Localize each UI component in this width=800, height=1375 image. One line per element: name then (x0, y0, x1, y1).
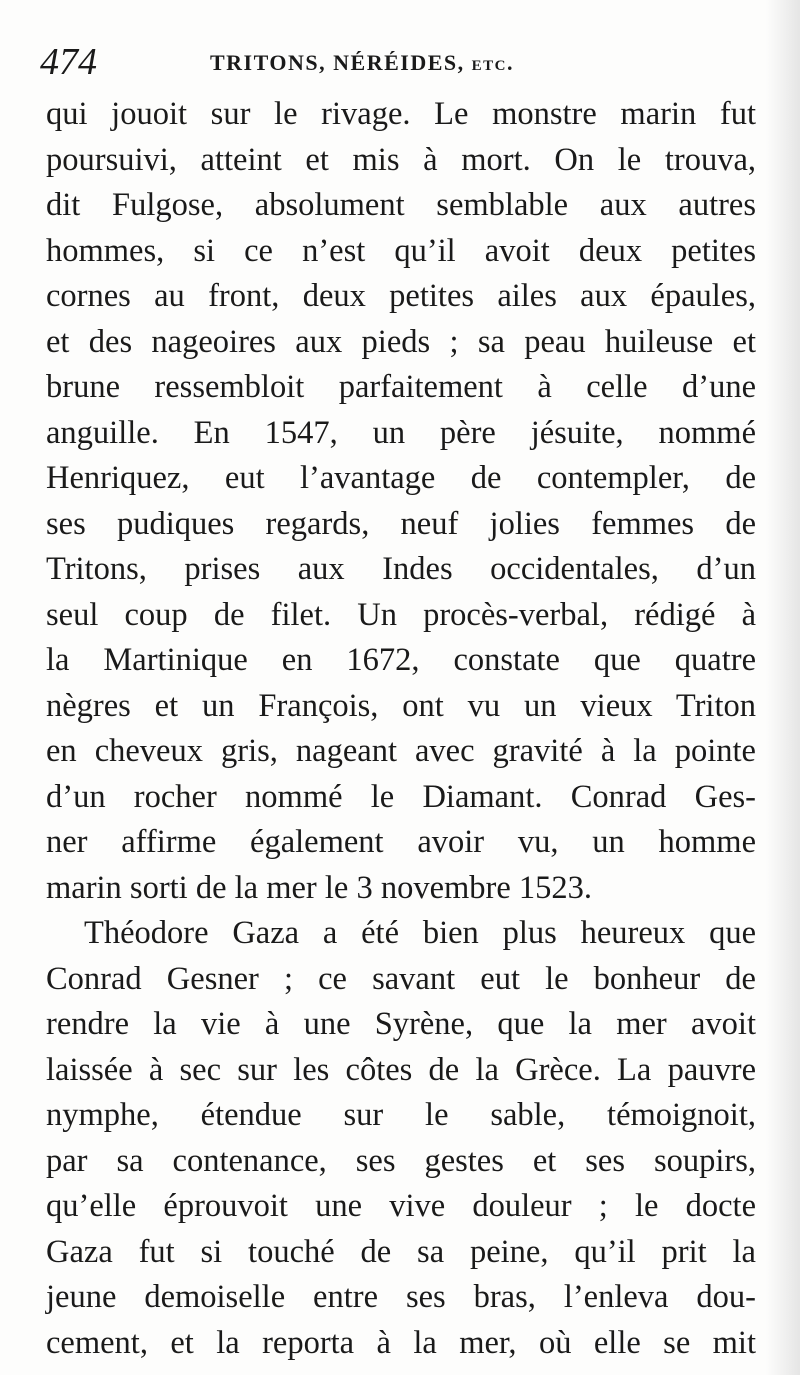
text-line: hommes, si ce n’est qu’il avoit deux petites (46, 232, 756, 269)
text-line: nègres et un François, ont vu un vieux Triton (46, 687, 756, 724)
text-line: cement, et la reporta à la mer, où elle se mit (46, 1324, 756, 1361)
text-line: ses pudiques regards, neuf jolies femmes de (46, 505, 756, 542)
paragraph-first-line: Théodore Gaza a été bien plus heureux que (84, 915, 756, 951)
text-line: Tritons, prises aux Indes occidentales, d’un (46, 551, 756, 587)
text-line: marin sorti de la mer le 3 novembre 1523. (46, 869, 593, 906)
text-line: jeune demoiselle entre ses bras, l’enleva dou- (46, 1279, 756, 1315)
text-line: Henriquez, eut l’avantage de contempler, de (46, 460, 756, 496)
text-line: poursuivi, atteint et mis à mort. On le trouva, (46, 141, 756, 178)
page-edge-shadow (766, 0, 800, 1375)
text-line: par sa contenance, ses gestes et ses soupirs, (46, 1142, 756, 1179)
text-line: et des nageoires aux pieds ; sa peau huileuse et (46, 323, 756, 360)
page-number: 474 (40, 41, 97, 83)
text-line: dit Fulgose, absolument semblable aux autres (46, 187, 756, 223)
text-line: d’un rocher nommé le Diamant. Conrad Ges- (46, 778, 756, 815)
text-line: nymphe, étendue sur le sable, témoignoit, (46, 1097, 756, 1133)
text-line: rendre la vie à une Syrène, que la mer avoit (46, 1006, 756, 1042)
text-line: anguille. En 1547, un père jésuite, nommé (46, 414, 756, 451)
running-title: TRITONS, NÉRÉIDES, etc. (210, 50, 514, 75)
text-line: laissée à sec sur les côtes de la Grèce. La pauvre (46, 1051, 756, 1088)
text-line: cornes au front, deux petites ailes aux épaules, (46, 278, 756, 314)
text-line: la Martinique en 1672, constate que quatre (46, 642, 756, 678)
text-line: ner affirme également avoir vu, un homme (46, 824, 756, 860)
text-line: qu’elle éprouvoit une vive douleur ; le docte (46, 1188, 756, 1224)
text-line: en cheveux gris, nageant avec gravité à la pointe (46, 733, 756, 769)
text-line: Gaza fut si touché de sa peine, qu’il prit la (46, 1233, 756, 1270)
text-line: Conrad Gesner ; ce savant eut le bonheur de (46, 960, 756, 997)
running-head (40, 40, 760, 90)
text-line: seul coup de filet. Un procès-verbal, rédigé à (46, 596, 756, 633)
text-line: qui jouoit sur le rivage. Le monstre marin fut (46, 96, 756, 132)
body-text (46, 92, 756, 1366)
text-line: brune ressembloit parfaitement à celle d’une (46, 369, 756, 405)
